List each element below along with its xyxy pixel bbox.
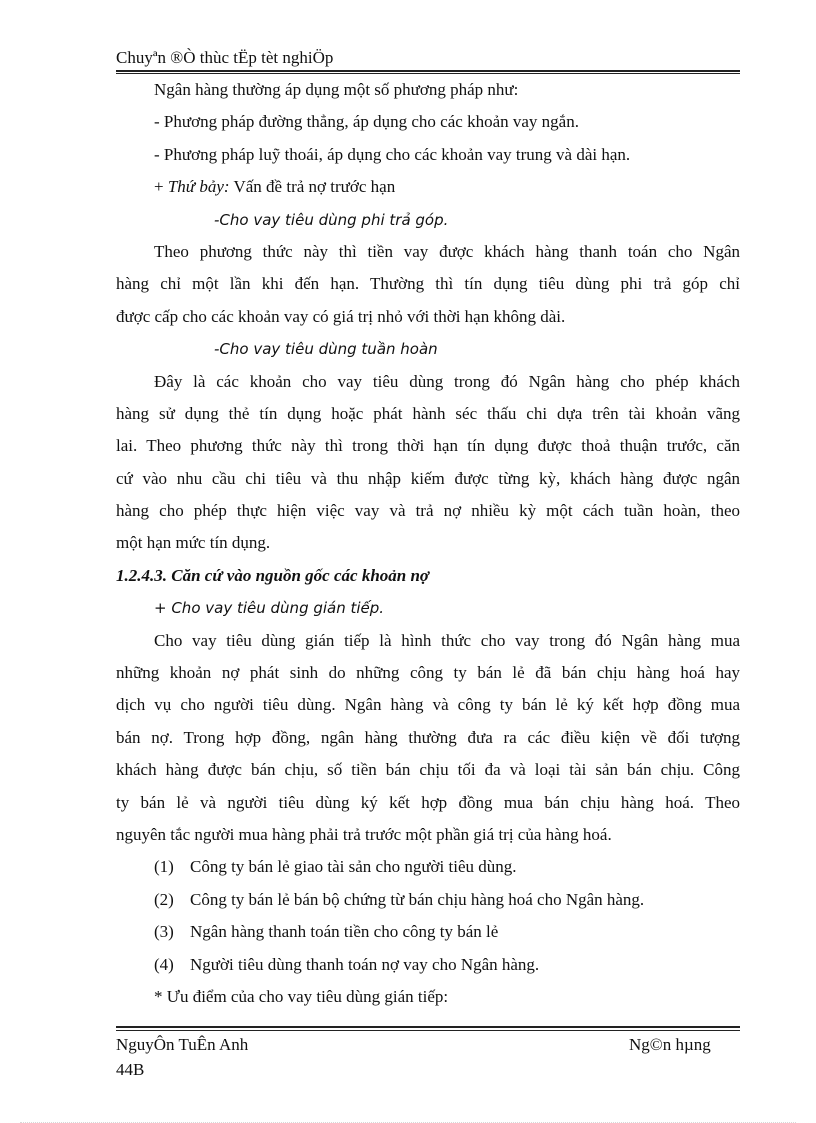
list-item bbox=[116, 851, 740, 883]
paragraph-line: Cho vay tiêu dùng gián tiếp là hình thức cho vay trong đó Ngân hàng mua bbox=[154, 630, 740, 650]
paragraph-line: * Ưu điểm của cho vay tiêu dùng gián tiếp: bbox=[154, 986, 449, 1006]
footer-rule bbox=[116, 1026, 740, 1028]
list-item bbox=[116, 949, 740, 981]
subheading-prefix: + bbox=[154, 177, 168, 197]
paragraph-line: hàng sử dụng thẻ tín dụng hoặc phát hành séc thấu chi dựa trên tài khoản vãng bbox=[116, 403, 740, 423]
paragraph-line: Theo phương thức này thì tiền vay được khách hàng thanh toán cho Ngân bbox=[154, 241, 740, 261]
paragraph-line: hàng chỉ một lần khi đến hạn. Thường thì tín dụng tiêu dùng phi trả góp chỉ bbox=[116, 274, 740, 294]
footer-class: 44B bbox=[116, 1060, 145, 1079]
list-item bbox=[116, 884, 740, 916]
list-number: (3) bbox=[154, 922, 174, 942]
list-number: (4) bbox=[154, 954, 174, 974]
bullet-line: - Phương pháp đường thẳng, áp dụng cho các khoản vay ngắn. bbox=[154, 112, 579, 132]
paragraph-line: hàng cho phép thực hiện việc vay và trả nợ nhiều kỳ một cách tuần hoàn, theo bbox=[116, 501, 740, 521]
page-header-title: Chuyªn ®Ò thùc tËp tèt nghiÖp bbox=[116, 48, 334, 67]
subheading-italic: Thứ bảy: bbox=[167, 177, 230, 197]
sub-subheading: + Cho vay tiêu dùng gián tiếp. bbox=[154, 599, 385, 618]
paragraph-line: cứ vào nhu cầu chi tiêu và thu nhập kiếm được từng kỳ, khách hàng được ngân bbox=[116, 468, 740, 488]
paragraph-line: một hạn mức tín dụng. bbox=[116, 533, 271, 553]
paragraph-line: bán nợ. Trong hợp đồng, ngân hàng thường đưa ra các điều kiện về đối tượng bbox=[116, 727, 740, 747]
paragraph-line: được cấp cho các khoản vay có giá trị nhỏ với thời hạn không dài. bbox=[116, 306, 566, 326]
subheading-line bbox=[116, 171, 740, 203]
bullet-line: - Phương pháp luỹ thoái, áp dụng cho các khoản vay trung và dài hạn. bbox=[154, 144, 631, 164]
header-rule bbox=[116, 70, 740, 72]
section-heading: 1.2.4.3. Căn cứ vào nguồn gốc các khoản nợ bbox=[116, 565, 430, 585]
paragraph-line: lai. Theo phương thức này thì trong thời hạn tín dụng được thoả thuận trước, căn bbox=[116, 436, 740, 456]
paragraph-line: khách hàng được bán chịu, số tiền bán chịu tối đa và loại tài sản bán chịu. Công bbox=[116, 760, 740, 780]
list-item bbox=[116, 916, 740, 948]
paragraph-line: nguyên tắc người mua hàng phải trả trước một phần giá trị của hàng hoá. bbox=[116, 824, 612, 844]
subheading-text: Vấn đề trả nợ trước hạn bbox=[229, 177, 396, 197]
paragraph-line: dịch vụ cho người tiêu dùng. Ngân hàng và công ty bán lẻ ký kết hợp đồng mua bbox=[116, 695, 740, 715]
list-text: Công ty bán lẻ bán bộ chứng từ bán chịu hàng hoá cho Ngân hàng. bbox=[190, 889, 645, 909]
footer-major: Ng©n hµng bbox=[629, 1035, 711, 1054]
list-number: (2) bbox=[154, 889, 174, 909]
paragraph-line: Đây là các khoản cho vay tiêu dùng trong đó Ngân hàng cho phép khách bbox=[154, 371, 740, 391]
list-text: Ngân hàng thanh toán tiền cho công ty bán lẻ bbox=[190, 922, 499, 942]
sub-subheading: -Cho vay tiêu dùng tuần hoàn bbox=[214, 340, 438, 359]
list-text: Người tiêu dùng thanh toán nợ vay cho Ngân hàng. bbox=[190, 954, 540, 974]
list-text: Công ty bán lẻ giao tài sản cho người tiêu dùng. bbox=[190, 857, 517, 877]
list-number: (1) bbox=[154, 857, 174, 877]
document-body bbox=[116, 74, 740, 1013]
sub-subheading: -Cho vay tiêu dùng phi trả góp. bbox=[214, 210, 449, 229]
paragraph-line: ty bán lẻ và người tiêu dùng ký kết hợp đồng mua bán chịu hàng hoá. Theo bbox=[116, 792, 740, 812]
paragraph-line: những khoản nợ phát sinh do những công ty bán lẻ đã bán chịu hàng hoá hay bbox=[116, 663, 740, 683]
footer-author: NguyÔn TuÊn Anh bbox=[116, 1035, 249, 1054]
footer-rule-thin bbox=[116, 1030, 740, 1031]
paragraph-line: Ngân hàng thường áp dụng một số phương pháp như: bbox=[154, 80, 519, 99]
